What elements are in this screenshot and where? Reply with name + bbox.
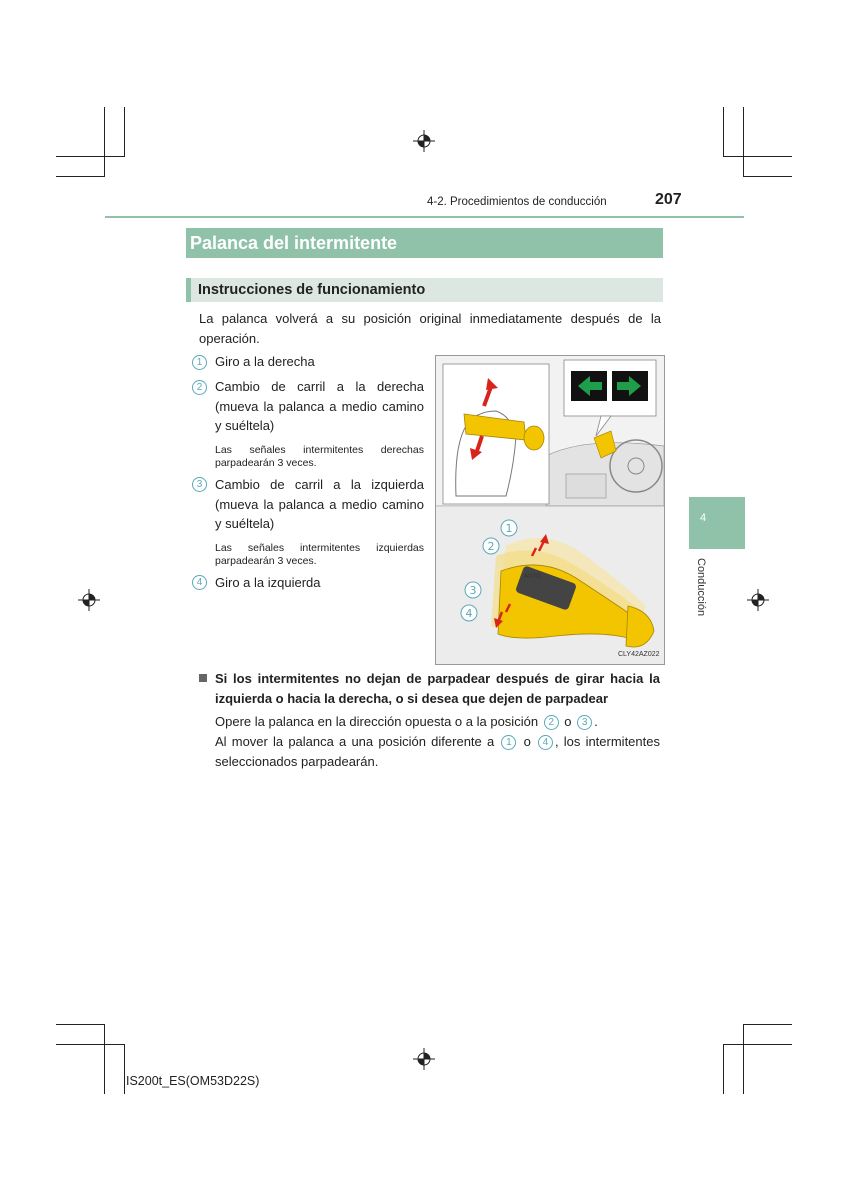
inline-number-2: 2 [544, 715, 559, 730]
body-line-1-mid: o [564, 714, 572, 729]
crop-mark-top-right-v [723, 107, 724, 157]
figure-callout-4: 4 [465, 607, 473, 620]
crop-mark-top-left-h [56, 156, 125, 157]
registration-mark-top-icon [413, 130, 435, 152]
body-line-2 [215, 732, 660, 772]
inline-number-1: 1 [501, 735, 516, 750]
item-number-2: 2 [192, 380, 207, 395]
body-line-1-text: Opere la palanca en la dirección opuesta o a la posición [215, 714, 539, 729]
crop-mark-top-left-v [104, 107, 105, 177]
registration-mark-right-icon [747, 589, 769, 611]
body-line-2-mid: o [523, 734, 531, 749]
figure-callout-1: 1 [505, 522, 513, 535]
crop-mark-top-left-v2 [124, 107, 125, 157]
item-number-4: 4 [192, 575, 207, 590]
item-number-3: 3 [192, 477, 207, 492]
body-line-2-end: , los intermitentes seleccionados parpadearán. [215, 734, 660, 769]
crop-mark-top-right-h2 [743, 176, 792, 177]
crop-mark-bottom-left-h2 [56, 1044, 125, 1045]
figure-illustration [436, 356, 664, 664]
inline-number-4: 4 [538, 735, 553, 750]
item-number-1: 1 [192, 355, 207, 370]
crop-mark-bottom-right-h2 [723, 1044, 792, 1045]
registration-mark-left-icon [78, 589, 100, 611]
crop-mark-top-right-v2 [743, 107, 744, 177]
section-subtitle: Instrucciones de funcionamiento [198, 282, 426, 298]
item-text-3: Cambio de carril a la izquierda (mueva la palanca a medio camino y suéltela) [215, 477, 424, 531]
crop-mark-bottom-left-h [56, 1024, 105, 1025]
crop-mark-bottom-left-v [104, 1024, 105, 1094]
figure-callout-3: 3 [469, 584, 477, 597]
body-line-1 [215, 712, 660, 732]
svg-text:AUTO: AUTO [524, 573, 541, 580]
chapter-label: Conducción [695, 558, 707, 617]
item-text-1: Giro a la derecha [215, 354, 315, 369]
header-rule [105, 216, 744, 218]
body-line-2-text: Al mover la palanca a una posición diferente a [215, 734, 495, 749]
crop-mark-bottom-right-h [743, 1024, 792, 1025]
bullet-square-icon [199, 674, 207, 682]
item-text-2: Cambio de carril a la derecha (mueva la palanca a medio camino y suéltela) [215, 379, 424, 433]
body-line-1-end: . [594, 714, 598, 729]
intro-paragraph: La palanca volverá a su posición original inmediatamente después de la operación. [199, 311, 661, 346]
footer-code: IS200t_ES(OM53D22S) [126, 1074, 260, 1088]
subtitle-marker [186, 278, 191, 302]
chapter-number: 4 [700, 512, 707, 524]
crop-mark-bottom-right-v2 [743, 1024, 744, 1094]
chapter-tab [689, 497, 745, 549]
figure-callout-2: 2 [487, 540, 495, 553]
inline-number-3: 3 [577, 715, 592, 730]
page-title: Palanca del intermitente [190, 233, 398, 253]
crop-mark-top-right-h [723, 156, 792, 157]
turn-signal-figure [435, 355, 665, 665]
item-note-2: Las señales intermitentes derechas parpadearán 3 veces. [215, 444, 424, 469]
registration-mark-bottom-icon [413, 1048, 435, 1070]
crop-mark-bottom-right-v [723, 1044, 724, 1094]
crop-mark-bottom-left-v2 [124, 1044, 125, 1094]
figure-code: CLY42AZ022 [618, 651, 660, 658]
page-number: 207 [655, 191, 682, 208]
crop-mark-top-left-h2 [56, 176, 105, 177]
bullet-heading: Si los intermitentes no dejan de parpadear después de girar hacia la izquierda o hacia la derecha, o si desea que dejen de parpadear [215, 671, 660, 706]
item-text-4: Giro a la izquierda [215, 575, 321, 590]
item-note-3: Las señales intermitentes izquierdas parpadearán 3 veces. [215, 542, 424, 567]
header-section: 4-2. Procedimientos de conducción [427, 196, 607, 208]
